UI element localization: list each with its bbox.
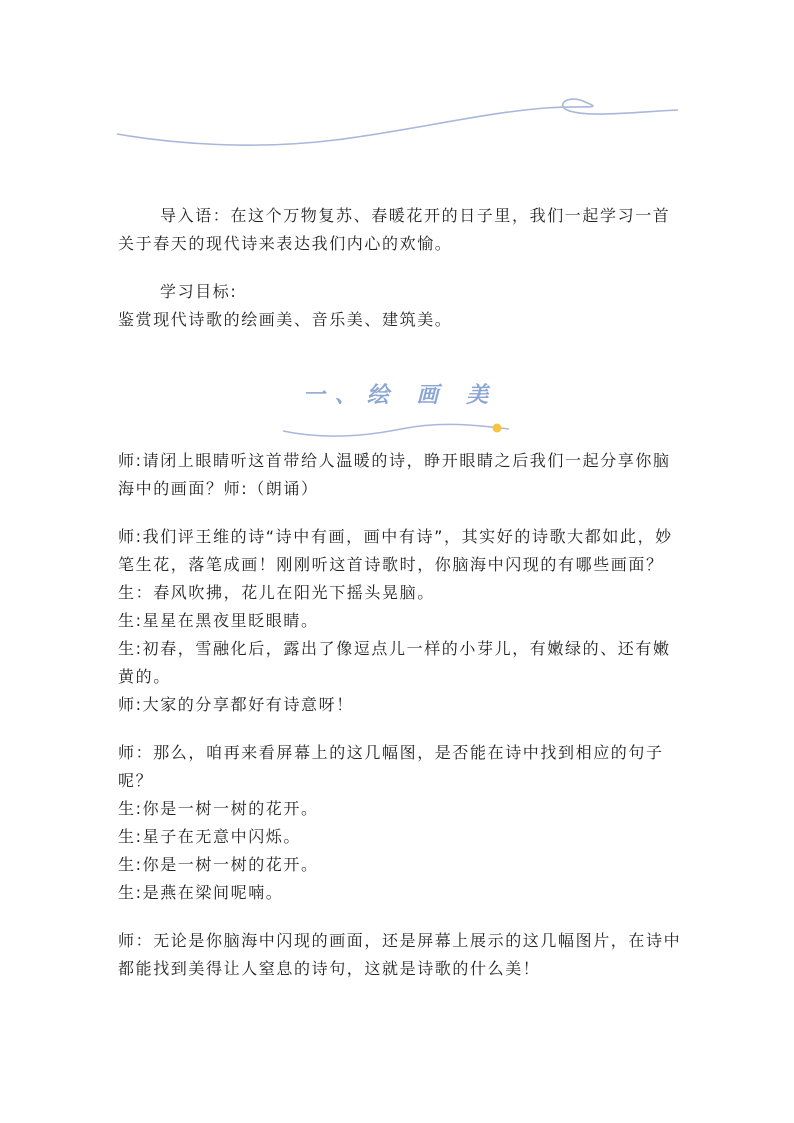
intro-paragraph bbox=[118, 202, 683, 258]
wavy-line-ornament bbox=[115, 92, 680, 152]
dialogue-line: 师:大家的分享都好有诗意呀！ bbox=[118, 695, 354, 714]
dialogue-line: 师：那么，咱再来看屏幕上的这几幅图，是否能在诗中找到相应的句子呢？ bbox=[118, 743, 664, 790]
objectives-paragraph bbox=[118, 278, 683, 334]
objectives-label: 学习目标: bbox=[160, 282, 238, 301]
dialogue-line: 生:星星在黑夜里眨眼睛。 bbox=[118, 611, 319, 630]
section-title: 一、绘 画 美 bbox=[302, 383, 499, 408]
dialogue-line: 师：无论是你脑海中闪现的画面，还是屏幕上展示的这几幅图片，在诗中都能找到美得让人窒息的诗句，这就是诗歌的什么美！ bbox=[118, 931, 682, 978]
dialogue-line: 生:你是一树一树的花开。 bbox=[118, 799, 319, 818]
objectives-text: 鉴赏现代诗歌的绘画美、音乐美、建筑美。 bbox=[118, 310, 453, 329]
dialogue-block-4 bbox=[118, 927, 683, 983]
dialogue-line: 生：春风吹拂，花儿在阳光下摇头晃脑。 bbox=[118, 583, 435, 602]
dialogue-block-1 bbox=[118, 447, 683, 503]
dialogue-line: 生:初春，雪融化后，露出了像逗点儿一样的小芽儿，有嫩绿的、还有嫩黄的。 bbox=[118, 639, 671, 686]
dialogue-line: 师:我们评王维的诗“诗中有画，画中有诗”，其实好的诗歌大都如此，妙笔生花，落笔成画！刚刚听这首诗歌时，你脑海中闪现的有哪些画面？ bbox=[118, 527, 673, 574]
yellow-dot-icon bbox=[492, 424, 501, 433]
intro-text: 导入语：在这个万物复苏、春暖花开的日子里，我们一起学习一首关于春天的现代诗来表达我们内心的欢愉。 bbox=[118, 206, 671, 253]
section-wave-ornament bbox=[281, 419, 521, 441]
dialogue-line: 生:是燕在梁间呢喃。 bbox=[118, 883, 284, 902]
dialogue-line: 生:星子在无意中闪烁。 bbox=[118, 827, 301, 846]
dialogue-block-2 bbox=[118, 523, 683, 719]
dialogue-block-3 bbox=[118, 739, 683, 907]
dialogue-line: 师:请闭上眼睛听这首带给人温暖的诗，睁开眼睛之后我们一起分享你脑海中的画面？师:（朗诵） bbox=[118, 451, 671, 498]
document-content bbox=[118, 202, 683, 1003]
dialogue-line: 生:你是一树一树的花开。 bbox=[118, 855, 319, 874]
